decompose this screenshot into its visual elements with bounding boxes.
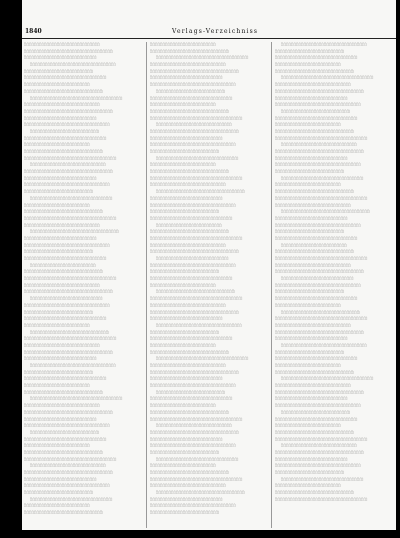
entry-line: ░░░░░░░░░░░░░░░░░░░░░░░░░░ [275,282,361,288]
entry-line: ░░░░░░░░░░░░░░░░░░░░░░░ [275,262,352,268]
entry-line: ░░░░░░░░░░░░░░░░░░░░░░░░░░░ [275,329,365,335]
text-column-middle [150,42,268,530]
entry-line: ░░░░░░░░░░░░░░░░░░░░░░░░ [275,68,355,74]
entry-line: ░░░░░░░░░░░░░░░░░░░░░ [150,510,220,516]
entry-line: ░░░░░░░░░░░░░░░░░░░░░░░░░░ [24,182,110,188]
entry-line: ░░░░░░░░░░░░░░░░░░░░░░░ [150,302,227,308]
entry-line: ░░░░░░░░░░░░░░░░░░░░░░░░░░ [156,322,242,328]
entry-line: ░░░░░░░░░░░░░░░░░░░░░░ [24,356,97,362]
entry-line: ░░░░░░░░░░░░░░░░░░░░░░░░░░ [275,222,361,228]
entry-line: ░░░░░░░░░░░░░░░░░░░░░░░░░░░░ [281,376,374,382]
entry-line: ░░░░░░░░░░░░░░░░░░░░░░░░░░░ [150,309,240,315]
entry-line: ░░░░░░░░░░░░░░░░░░░░░░░░░░░░ [150,235,243,241]
entry-line: ░░░░░░░░░░░░░░░░░░░░░░░░░░ [275,403,361,409]
entry-line: ░░░░░░░░░░░░░░░░░░░░░░░░░░ [275,463,361,469]
entry-line: ░░░░░░░░░░░░░░░░░░░░░ [275,169,345,175]
entry-line: ░░░░░░░░░░░░░░░░░░░░░░░ [150,242,227,248]
entry-line: ░░░░░░░░░░░░░░░░░░░░░░░░░░ [281,342,367,348]
entry-line: ░░░░░░░░░░░░░░░░░░░░░░░░░░░ [24,349,114,355]
entry-line: ░░░░░░░░░░░░░░░░░░░░░ [275,48,345,54]
entry-line: ░░░░░░░░░░░░░░░░░░░░░░░░░ [24,75,107,81]
entry-line: ░░░░░░░░░░░░░░░░░░░░ [150,42,217,47]
entry-line: ░░░░░░░░░░░░░░░░░░░░ [24,202,91,208]
entry-line: ░░░░░░░░░░░░░░░░░░░░░░░░ [30,329,110,335]
entry-line: ░░░░░░░░░░░░░░░░░░░░░ [275,470,345,475]
entry-line: ░░░░░░░░░░░░░░░░░░░░░░░░░░░░ [24,456,117,462]
entry-line: ░░░░░░░░░░░░░░░░░░░░ [275,62,342,68]
entry-line: ░░░░░░░░░░░░░░░░░░░░░░░ [24,222,101,228]
entry-line: ░░░░░░░░░░░░░░░░░░░░░░░░░░ [275,162,361,168]
entry-line: ░░░░░░░░░░░░░░░░░░░░░░░ [156,423,233,429]
entry-line: ░░░░░░░░░░░░░░░░░░░░░ [150,209,220,215]
entry-line: ░░░░░░░░░░░░░░░░░░░░░░░░ [24,269,104,275]
entry-line: ░░░░░░░░░░░░░░░░░░░░░░ [24,235,97,241]
entry-line: ░░░░░░░░░░░░░░░░░░░░░░ [150,135,223,141]
entry-line: ░░░░░░░░░░░░░░░░░░░░░░░░░ [150,336,233,342]
entry-line: ░░░░░░░░░░░░░░░░░░░░░░░░ [24,389,104,395]
entry-line: ░░░░░░░░░░░░░░░░░░░░░░░░░░ [150,82,236,88]
entry-line: ░░░░░░░░░░░░░░░░░░░░ [30,262,97,268]
page-header [22,0,396,42]
entry-line: ░░░░░░░░░░░░░░░░░░░░░░░░ [24,209,104,215]
entry-line: ░░░░░░░░░░░░░░░░░░░░░ [150,329,220,335]
entry-line: ░░░░░░░░░░░░░░░░░░░░░░░ [156,122,233,128]
entry-line: ░░░░░░░░░░░░░░░░░░░░░ [156,88,226,94]
entry-line: ░░░░░░░░░░░░░░░░░░░░░░░░░░░░ [30,95,123,101]
entry-line: ░░░░░░░░░░░░░░░░░░░░ [275,302,342,308]
entry-line: ░░░░░░░░░░░░░░░░░░░░░░░░ [150,409,230,415]
entry-line: ░░░░░░░░░░░░░░░░░░░░░░░░░░░ [24,409,114,415]
entry-line: ░░░░░░░░░░░░░░░░░░░░░░ [150,496,223,502]
entry-line: ░░░░░░░░░░░░░░░░░░░░░ [281,409,351,415]
entry-line: ░░░░░░░░░░░░░░░░░░░░░░░░ [150,229,230,235]
entry-line: ░░░░░░░░░░░░░░░░░░░░░░░░ [275,429,355,435]
entry-line: ░░░░░░░░░░░░░░░░░░░░░░░░ [24,510,104,516]
entry-line: ░░░░░░░░░░░░░░░░░░░░░░░░░░░░ [150,175,243,181]
entry-line: ░░░░░░░░░░░░░░░░░░░░░░░ [150,483,227,489]
entry-line: ░░░░░░░░░░░░░░░░░░░░░░░░ [281,309,361,315]
entry-line: ░░░░░░░░░░░░░░░░░░░░░░░░░░░░ [24,215,117,221]
column-rule-1 [146,42,147,528]
entry-line: ░░░░░░░░░░░░░░░░░░░░░░░ [275,202,352,208]
entry-line: ░░░░░░░░░░░░░░░░░░░░░░░░░ [150,215,233,221]
entry-line: ░░░░░░░░░░░░░░░░░░░░░░░░░ [275,115,358,121]
entry-line: ░░░░░░░░░░░░░░░░░░░░ [150,102,217,108]
entry-line: ░░░░░░░░░░░░░░░░░░░░░ [150,149,220,154]
entry-line: ░░░░░░░░░░░░░░░░░░░░░░ [150,436,223,442]
entry-line: ░░░░░░░░░░░░░░░░░░░░░░░░░ [24,256,107,261]
entry-line: ░░░░░░░░░░░░░░░░░░░░░░░ [150,62,227,68]
entry-line: ░░░░░░░░░░░░░░░░░░░░░ [30,429,100,435]
entry-line: ░░░░░░░░░░░░░░░░░░░░░░░░░ [275,55,358,61]
entry-line: ░░░░░░░░░░░░░░░░░░░░░░ [24,175,97,181]
entry-line: ░░░░░░░░░░░░░░░░░░░░░░░░░ [275,356,358,362]
entry-line: ░░░░░░░░░░░░░░░░░░░░░░░ [150,182,227,188]
entry-line: ░░░░░░░░░░░░░░░░░░░░░░░░░░░░ [275,436,368,442]
entry-line: ░░░░░░░░░░░░░░░░░░░░░░░░░ [150,95,233,101]
entry-line: ░░░░░░░░░░░░░░░░░░░░░░░ [281,142,358,148]
entry-line: ░░░░░░░░░░░░░░░░░░░░░░░░░ [24,376,107,382]
entry-line: ░░░░░░░░░░░░░░░░░░░░░░░░ [150,470,230,475]
entry-line: ░░░░░░░░░░░░░░░░░░░░░░░░░ [275,416,358,422]
entry-line: ░░░░░░░░░░░░░░░░░░░░░░░░░░ [24,122,110,128]
entry-line: ░░░░░░░░░░░░░░░░░░░░ [275,182,342,188]
header-rule [22,38,396,39]
entry-line: ░░░░░░░░░░░░░░░░░░░░░░░░░░ [150,262,236,268]
entry-line: ░░░░░░░░░░░░░░░░░░░░░░░░ [150,349,230,355]
entry-line: ░░░░░░░░░░░░░░░░░░░░░░░░░░░ [150,68,240,74]
entry-line: ░░░░░░░░░░░░░░░░░░░░░░░░░░░░ [150,416,243,422]
entry-line: ░░░░░░░░░░░░░░░░░░░░░░░░░ [156,155,239,161]
entry-line: ░░░░░░░░░░░░░░░░░░░░░░░░░░░ [24,108,114,114]
entry-line: ░░░░░░░░░░░░░░░░░░░░░░ [150,376,223,382]
entry-line: ░░░░░░░░░░░░░░░░░░░░░░ [150,195,223,201]
entry-line: ░░░░░░░░░░░░░░░░░░░░ [281,242,348,248]
entry-line: ░░░░░░░░░░░░░░░░░░░░░░░░░ [281,175,364,181]
entry-line: ░░░░░░░░░░░░░░░░░░░░░░░░░░░ [150,249,240,255]
entry-line: ░░░░░░░░░░░░░░░░░░░░ [275,483,342,489]
entry-line: ░░░░░░░░░░░░░░░░░░░░░░ [275,95,348,101]
entry-line: ░░░░░░░░░░░░░░░░░░░░ [24,443,91,449]
entry-line: ░░░░░░░░░░░░░░░░░░░░░░░ [275,322,352,328]
entry-line: ░░░░░░░░░░░░░░░░░░░░░░░░ [275,249,355,255]
entry-line: ░░░░░░░░░░░░░░░░░░░░░░░░ [150,48,230,54]
entry-line: ░░░░░░░░░░░░░░░░░░░░░░░░ [150,169,230,175]
entry-line: ░░░░░░░░░░░░░░░░░░░░░░░░░░ [24,423,110,429]
entry-line: ░░░░░░░░░░░░░░░░░░░░░░ [275,215,348,221]
entry-line: ░░░░░░░░░░░░░░░░░░░░░░░░░░ [150,383,236,389]
entry-line: ░░░░░░░░░░░░░░░░░░░░░░░░░ [281,476,364,482]
entry-line: ░░░░░░░░░░░░░░░░░░░░░░░░░░ [150,142,236,148]
entry-line: ░░░░░░░░░░░░░░░░░░░░░░ [275,456,348,462]
entry-line: ░░░░░░░░░░░░░░░░░░░░░░░░░ [24,316,107,322]
text-column-left [24,42,142,530]
entry-line: ░░░░░░░░░░░░░░░░░░░░░ [24,490,94,496]
entry-line: ░░░░░░░░░░░░░░░░░░░░░ [275,349,345,355]
entry-line: ░░░░░░░░░░░░░░░░░░░░░░░ [275,383,352,389]
entry-line: ░░░░░░░░░░░░░░░░░░░░ [150,162,217,168]
entry-line: ░░░░░░░░░░░░░░░░░░░░░░░░░░░░ [24,336,117,342]
entry-line: ░░░░░░░░░░░░░░░░░░░░░░ [156,256,229,261]
entry-line: ░░░░░░░░░░░░░░░░░░░░░░░░░░ [30,363,116,368]
entry-line: ░░░░░░░░░░░░░░░░░░░░░░░░░░ [281,42,367,47]
entry-line: ░░░░░░░░░░░░░░░░░░░░ [24,383,91,389]
entry-line: ░░░░░░░░░░░░░░░░░░░░░░ [30,296,103,302]
entry-line: ░░░░░░░░░░░░░░░░░░░░░░░░░░░░ [156,356,249,362]
entry-line: ░░░░░░░░░░░░░░░░░░░░░░░░░░░ [275,449,365,455]
entry-line: ░░░░░░░░░░░░░░░░░░░░░░░░░░░░ [150,296,243,302]
entry-line: ░░░░░░░░░░░░░░░░░░░░░░ [281,276,354,282]
entry-line: ░░░░░░░░░░░░░░░░░░░░░░░ [150,363,227,368]
entry-line: ░░░░░░░░░░░░░░░░░░░░░░░░░░░ [275,269,365,275]
entry-line: ░░░░░░░░░░░░░░░░░░░░░░░░ [24,88,104,94]
entry-line: ░░░░░░░░░░░░░░░░░░░░░ [275,289,345,295]
entry-line: ░░░░░░░░░░░░░░░░░░░░░░░░░░░ [30,229,120,235]
entry-line: ░░░░░░░░░░░░░░░░░░░░░░░░░░ [150,503,236,509]
entry-line: ░░░░░░░░░░░░░░░░░░░░ [275,423,342,429]
entry-line: ░░░░░░░░░░░░░░░░░░░░░ [24,369,94,375]
entry-line: ░░░░░░░░░░░░░░░░░░░░░░░░░░░░ [275,496,368,502]
entry-line: ░░░░░░░░░░░░░░░░░░░░░░░ [30,463,107,469]
entry-line: ░░░░░░░░░░░░░░░░░░░░░ [150,269,220,275]
entry-line: ░░░░░░░░░░░░░░░░░░░░░░░░░ [275,296,358,302]
entry-line: ░░░░░░░░░░░░░░░░░░░░░░ [24,476,97,482]
entry-line: ░░░░░░░░░░░░░░░░░░░░░░ [275,396,348,402]
entry-line: ░░░░░░░░░░░░░░░░░░░░░░░░░░ [150,202,236,208]
entry-line: ░░░░░░░░░░░░░░░░░░░░░░░░░░░░ [275,135,368,141]
entry-line: ░░░░░░░░░░░░░░░░░░░░░░░░░░ [24,302,110,308]
entry-line: ░░░░░░░░░░░░░░░░░░░░░░░░░░░░ [30,396,123,402]
entry-line: ░░░░░░░░░░░░░░░░░░░░░░░░░░░ [275,149,365,154]
entry-line: ░░░░░░░░░░░░░░░░░░░░░░░░░░░ [150,128,240,134]
entry-line: ░░░░░░░░░░░░░░░░░░░░░░░░░░░ [150,369,240,375]
entry-line: ░░░░░░░░░░░░░░░░░░░░░░░ [281,443,358,449]
entry-line: ░░░░░░░░░░░░░░░░░░░░ [24,142,91,148]
entry-line: ░░░░░░░░░░░░░░░░░░░░░░░░░░░░ [275,195,368,201]
entry-line: ░░░░░░░░░░░░░░░░░░░░ [150,342,217,348]
entry-line: ░░░░░░░░░░░░░░░░░░░░░░░ [24,102,101,108]
entry-line: ░░░░░░░░░░░░░░░░░░░░░░ [24,115,97,121]
entry-line: ░░░░░░░░░░░░░░░░░░░░ [150,463,217,469]
entry-line: ░░░░░░░░░░░░░░░░░░░░ [150,403,217,409]
entry-line: ░░░░░░░░░░░░░░░░░░░░ [275,122,342,128]
entry-line: ░░░░░░░░░░░░░░░░░░░░░░ [24,416,97,422]
entry-line: ░░░░░░░░░░░░░░░░░░░░░░░░ [275,490,355,496]
entry-line: ░░░░░░░░░░░░░░░░░░░░░░░ [24,342,101,348]
entry-line: ░░░░░░░░░░░░░░░░░░░░░░░░ [275,189,355,195]
entry-line: ░░░░░░░░░░░░░░░░░░░░░░░░░░░ [275,389,365,395]
entry-line: ░░░░░░░░░░░░░░░░░░░░░░░░░░░░ [275,316,368,322]
entry-line: ░░░░░░░░░░░░░░░░░░░░░ [156,389,226,395]
entry-line: ░░░░░░░░░░░░░░░░░░░░░░ [24,55,97,61]
entry-line: ░░░░░░░░░░░░░░░░░░░░░░░░░ [30,496,113,502]
entry-line: ░░░░░░░░░░░░░░░░░░░░░░░░░░░░ [156,55,249,61]
entry-line: ░░░░░░░░░░░░░░░░░░░░░░░░░░░░ [275,256,368,261]
column-rule-2 [271,42,272,528]
entry-line: ░░░░░░░░░░░░░░░░░░░░░ [150,449,220,455]
entry-line: ░░░░░░░░░░░░░░░░░░░░░░░░░ [24,436,107,442]
entry-line: ░░░░░░░░░░░░░░░░░░░░░░░ [24,282,101,288]
running-head: Verlags-Verzeichniss [172,28,259,35]
entry-line: ░░░░░░░░░░░░░░░░░░░░░░░ [24,42,101,47]
entry-line: ░░░░░░░░░░░░░░░░░░░░░░░░░ [30,195,113,201]
entry-line: ░░░░░░░░░░░░░░░░░░░░ [150,282,217,288]
entry-line: ░░░░░░░░░░░░░░░░░░░░░░░░ [24,149,104,154]
entry-line: ░░░░░░░░░░░░░░░░░░░░░░░░░░ [24,242,110,248]
entry-line: ░░░░░░░░░░░░░░░░░░░░░ [281,108,351,114]
entry-line: ░░░░░░░░░░░░░░░░░░░░ [275,363,342,368]
entry-line: ░░░░░░░░░░░░░░░░░░░░░ [275,229,345,235]
entry-line: ░░░░░░░░░░░░░░░░░░░░░░░░ [150,108,230,114]
entry-line: ░░░░░░░░░░░░░░░░░░░░░░░░░░ [275,102,361,108]
entry-line: ░░░░░░░░░░░░░░░░░░░░░ [30,128,100,134]
entry-line: ░░░░░░░░░░░░░░░░░░░░░░░░░░░ [281,209,371,215]
entry-line: ░░░░░░░░░░░░░░░░░░░░ [156,222,223,228]
entry-line: ░░░░░░░░░░░░░░░░░░░░░░░ [24,403,101,409]
entry-line: ░░░░░░░░░░░░░░░░░░░░░ [24,189,94,195]
entry-line: ░░░░░░░░░░░░░░░░░░░░░░░ [275,82,352,88]
entry-line: ░░░░░░░░░░░░░░░░░░░░░ [24,309,94,315]
entry-line: ░░░░░░░░░░░░░░░░░░░░░░░░░░ [150,443,236,449]
entry-line: ░░░░░░░░░░░░░░░░░░░░░░░░░░░ [24,289,114,295]
entry-line: ░░░░░░░░░░░░░░░░░░░░░░░░░░░ [156,490,246,496]
entry-line: ░░░░░░░░░░░░░░░░░░░░░░░░░ [150,396,233,402]
entry-line: ░░░░░░░░░░░░░░░░░░░░░░░░ [24,449,104,455]
entry-line: ░░░░░░░░░░░░░░░░░░░░░░░░░░░░ [150,476,243,482]
entry-line: ░░░░░░░░░░░░░░░░░░░░░░ [150,316,223,322]
entry-line: ░░░░░░░░░░░░░░░░░░░░░░░░░░░ [24,48,114,54]
entry-line: ░░░░░░░░░░░░░░░░░░░░░░░░░ [156,456,239,462]
entry-line: ░░░░░░░░░░░░░░░░░░░░░ [24,68,94,74]
entry-line: ░░░░░░░░░░░░░░░░░░░░ [24,503,91,509]
entry-line: ░░░░░░░░░░░░░░░░░░░░░░ [150,75,223,81]
entry-line: ░░░░░░░░░░░░░░░░░░░░░░░░░░ [30,62,116,68]
entry-line: ░░░░░░░░░░░░░░░░░░░░░░░░ [275,128,355,134]
entry-line: ░░░░░░░░░░░░░░░░░░░░ [24,322,91,328]
entry-line: ░░░░░░░░░░░░░░░░░░░░░░ [275,155,348,161]
entry-line: ░░░░░░░░░░░░░░░░░░░░░░░░░ [24,135,107,141]
entry-line: ░░░░░░░░░░░░░░░░░░░░░░ [275,336,348,342]
entry-line: ░░░░░░░░░░░░░░░░░░░░░ [24,249,94,255]
entry-line: ░░░░░░░░░░░░░░░░░░░░░░░░░░ [24,483,110,489]
page-number: 1840 [25,28,42,35]
entry-line: ░░░░░░░░░░░░░░░░░░░░░░░░░░░░ [24,276,117,282]
entry-line: ░░░░░░░░░░░░░░░░░░░░░░░ [30,162,107,168]
entry-line: ░░░░░░░░░░░░░░░░░░░░░░░░ [275,369,355,375]
entry-line: ░░░░░░░░░░░░░░░░░░░░░░░░░░░ [24,470,114,475]
document-page [22,0,396,530]
entry-line: ░░░░░░░░░░░░░░░░░░░░░░░░ [156,289,236,295]
text-column-right [275,42,393,530]
entry-line: ░░░░░░░░░░░░░░░░░░░░░░░░░░░ [150,429,240,435]
entry-line: ░░░░░░░░░░░░░░░░░░░░░░░░░░░░ [281,75,374,81]
entry-line: ░░░░░░░░░░░░░░░░░░░░ [24,82,91,88]
entry-line: ░░░░░░░░░░░░░░░░░░░░░░░░░░░░ [24,155,117,161]
entry-line: ░░░░░░░░░░░░░░░░░░░░░░░░░░░ [275,88,365,94]
entry-line: ░░░░░░░░░░░░░░░░░░░░░░░░░░░ [156,189,246,195]
entry-line: ░░░░░░░░░░░░░░░░░░░░░░░░░ [150,276,233,282]
entry-line: ░░░░░░░░░░░░░░░░░░░░░░░░░░░ [24,169,114,175]
entry-line: ░░░░░░░░░░░░░░░░░░░░░░░░░ [275,235,358,241]
entry-line: ░░░░░░░░░░░░░░░░░░░░░░░░░░░░ [150,115,243,121]
